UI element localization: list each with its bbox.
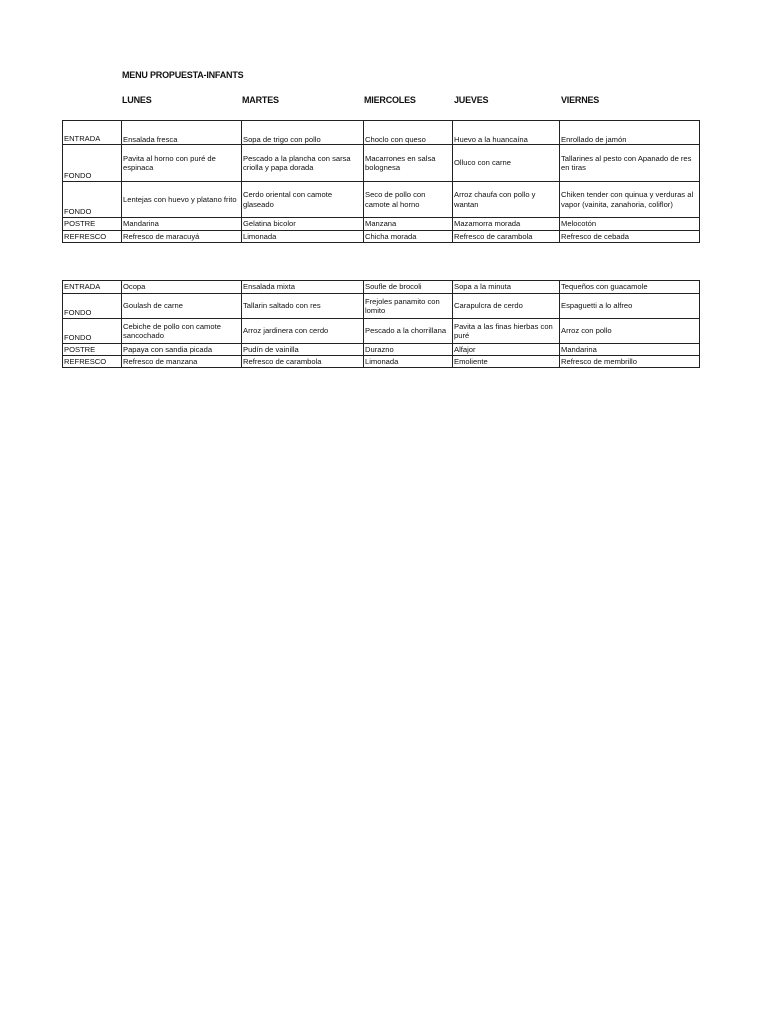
row-label-postre: POSTRE — [63, 344, 122, 356]
menu-cell: Refresco de cebada — [560, 231, 700, 243]
row-label-entrada: ENTRADA — [63, 281, 122, 294]
menu-cell: Papaya con sandia picada — [122, 344, 242, 356]
menu-cell: Espaguetti a lo alfreo — [560, 294, 700, 319]
menu-cell: Limonada — [364, 356, 453, 368]
menu-cell: Tequeños con guacamole — [560, 281, 700, 294]
menu-cell: Seco de pollo con camote al horno — [364, 182, 453, 218]
table-row — [63, 231, 700, 243]
row-label-refresco: REFRESCO — [63, 356, 122, 368]
table-row — [63, 218, 700, 231]
row-label-refresco: REFRESCO — [63, 231, 122, 243]
menu-cell: Olluco con carne — [453, 145, 560, 182]
day-header-wednesday: MIERCOLES — [364, 95, 416, 105]
menu-title: MENU PROPUESTA-INFANTS — [122, 70, 244, 80]
menu-cell: Refresco de carambola — [453, 231, 560, 243]
table-row — [63, 121, 700, 145]
menu-cell: Limonada — [242, 231, 364, 243]
menu-cell: Lentejas con huevo y platano frito — [122, 182, 242, 218]
menu-cell: Arroz jardinera con cerdo — [242, 319, 364, 344]
table-row — [63, 344, 700, 356]
menu-cell: Emoliente — [453, 356, 560, 368]
menu-cell: Arroz con pollo — [560, 319, 700, 344]
menu-cell: Pescado a la plancha con sarsa criolla y papa dorada — [242, 145, 364, 182]
row-label-fondo: FONDO — [63, 294, 122, 319]
menu-table-week-2 — [62, 280, 700, 368]
table-row — [63, 281, 700, 294]
menu-cell: Refresco de maracuyá — [122, 231, 242, 243]
menu-cell: Durazno — [364, 344, 453, 356]
day-header-tuesday: MARTES — [242, 95, 279, 105]
menu-cell: Pudín de vainilla — [242, 344, 364, 356]
menu-cell: Mandarina — [560, 344, 700, 356]
menu-cell: Refresco de manzana — [122, 356, 242, 368]
menu-table-week-1 — [62, 120, 700, 243]
table-row — [63, 294, 700, 319]
menu-cell: Refresco de carambola — [242, 356, 364, 368]
table-row — [63, 182, 700, 218]
menu-cell: Ensalada fresca — [122, 121, 242, 145]
menu-cell: Macarrones en salsa bolognesa — [364, 145, 453, 182]
menu-cell: Tallarin saltado con res — [242, 294, 364, 319]
row-label-fondo: FONDO — [63, 145, 122, 182]
row-label-postre: POSTRE — [63, 218, 122, 231]
menu-cell: Goulash de carne — [122, 294, 242, 319]
row-label-fondo: FONDO — [63, 182, 122, 218]
menu-cell: Tallarines al pesto con Apanado de res en tiras — [560, 145, 700, 182]
table-row — [63, 145, 700, 182]
menu-cell: Cerdo oriental con camote glaseado — [242, 182, 364, 218]
menu-cell: Gelatina bicolor — [242, 218, 364, 231]
row-label-fondo: FONDO — [63, 319, 122, 344]
menu-cell: Mandarina — [122, 218, 242, 231]
menu-cell: Pavita a las finas hierbas con puré — [453, 319, 560, 344]
day-header-thursday: JUEVES — [454, 95, 489, 105]
menu-cell: Arroz chaufa con pollo y wantan — [453, 182, 560, 218]
menu-cell: Chiken tender con quinua y verduras al vapor (vainita, zanahoria, coliflor) — [560, 182, 700, 218]
menu-cell: Ocopa — [122, 281, 242, 294]
menu-cell: Frejoles panamito con lomito — [364, 294, 453, 319]
menu-cell: Enrollado de jamón — [560, 121, 700, 145]
row-label-entrada: ENTRADA — [63, 121, 122, 145]
menu-cell: Carapulcra de cerdo — [453, 294, 560, 319]
menu-cell: Soufle de brocoli — [364, 281, 453, 294]
day-header-friday: VIERNES — [561, 95, 600, 105]
menu-cell: Mazamorra morada — [453, 218, 560, 231]
day-header-monday: LUNES — [122, 95, 152, 105]
menu-cell: Chicha morada — [364, 231, 453, 243]
menu-cell: Choclo con queso — [364, 121, 453, 145]
menu-cell: Manzana — [364, 218, 453, 231]
menu-cell: Sopa a la minuta — [453, 281, 560, 294]
menu-cell: Sopa de trigo con pollo — [242, 121, 364, 145]
menu-cell: Refresco de membrillo — [560, 356, 700, 368]
menu-cell: Cebiche de pollo con camote sancochado — [122, 319, 242, 344]
table-row — [63, 356, 700, 368]
menu-cell: Ensalada mixta — [242, 281, 364, 294]
menu-cell: Pescado a la chorrillana — [364, 319, 453, 344]
menu-cell: Huevo a la huancaína — [453, 121, 560, 145]
table-row — [63, 319, 700, 344]
menu-cell: Pavita al horno con puré de espinaca — [122, 145, 242, 182]
menu-cell: Alfajor — [453, 344, 560, 356]
menu-cell: Melocotón — [560, 218, 700, 231]
